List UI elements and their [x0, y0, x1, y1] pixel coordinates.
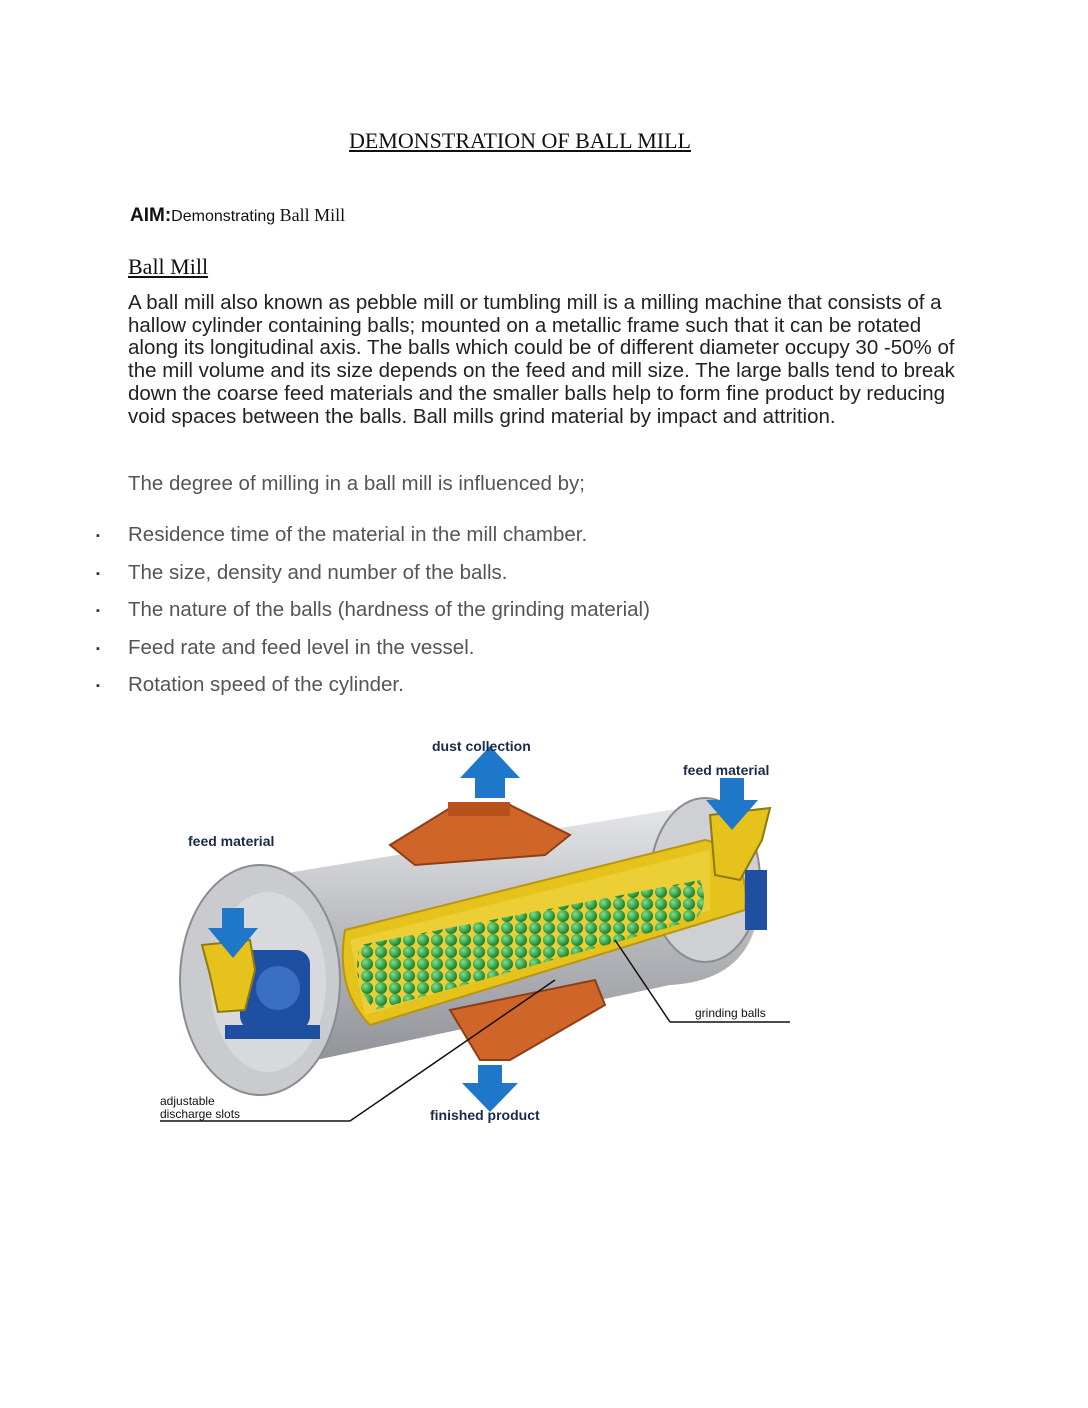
list-item [96, 673, 650, 711]
ball-mill-illustration [150, 730, 810, 1130]
label-feed-material-left: feed material [188, 833, 275, 849]
label-adjustable-line1: adjustable [160, 1094, 215, 1108]
description-paragraph: A ball mill also known as pebble mill or tumbling mill is a milling machine that consists of a hallow cylinder containing balls; mounted on a metallic frame such that it can be rotated along its longitudinal axis. The balls which could be of different diameter occupy 30 -50% of the mill volume and its size depends on the feed and mill size. The large balls tend to break down the coarse feed materials and the smaller balls help to form fine product by reducing void spaces between the balls. Ball mills grind material by impact and attrition. [128, 291, 955, 428]
label-feed-material-right: feed material [683, 762, 770, 778]
section-heading: Ball Mill [128, 254, 209, 279]
page-title: DEMONSTRATION OF BALL MILL [348, 128, 691, 153]
list-item [96, 561, 650, 599]
factor-list [96, 523, 650, 711]
aim-label: AIM: [130, 205, 172, 226]
bullet-icon: ▪ [96, 605, 100, 617]
lead-sentence: The degree of milling in a ball mill is influenced by; [128, 472, 585, 495]
aim-text-part2: Ball Mill [279, 205, 346, 225]
label-dust-collection: dust collection [432, 738, 531, 754]
bullet-icon: ▪ [96, 642, 100, 655]
aim-text-part1: Demonstrating [171, 208, 280, 225]
label-finished-product: finished product [430, 1107, 540, 1123]
bullet-icon: ▪ [96, 680, 100, 692]
list-item-text: Rotation speed of the cylinder. [128, 673, 404, 696]
ball-mill-diagram [150, 730, 810, 1130]
list-item-text: The nature of the balls (hardness of the grinding material) [128, 598, 650, 621]
bullet-icon: ▪ [96, 567, 100, 580]
label-adjustable-line2: discharge slots [160, 1107, 241, 1121]
label-grinding-balls: grinding balls [695, 1006, 766, 1020]
bullet-icon: ▪ [96, 530, 100, 542]
aim-line [130, 205, 345, 227]
list-item-text: The size, density and number of the balls. [128, 560, 508, 584]
list-item [96, 636, 650, 674]
list-item-text: Residence time of the material in the mill chamber. [128, 523, 588, 546]
list-item-text: Feed rate and feed level in the vessel. [128, 635, 475, 659]
list-item [96, 523, 650, 561]
arrow-down-icon [462, 1065, 518, 1112]
list-item [96, 598, 650, 636]
